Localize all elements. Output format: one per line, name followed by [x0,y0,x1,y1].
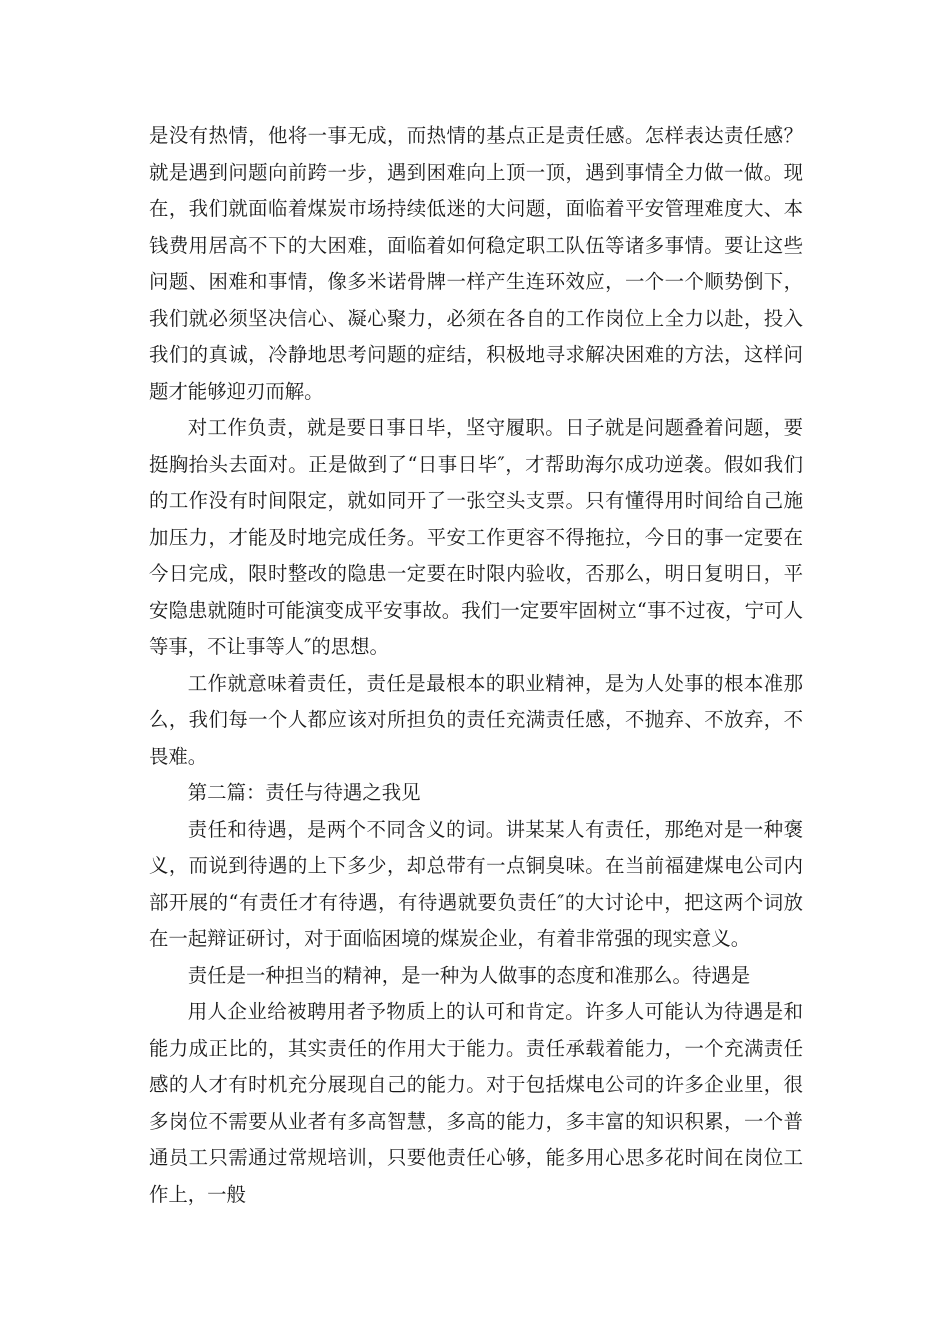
paragraph-5: 责任是一种担当的精神，是一种为人做事的态度和准那么。待遇是 [187,963,751,987]
paragraph-6: 用人企业给被聘用者予物质上的认可和肯定。许多人可能认为待遇是和能力成正比的，其实责任的作用大于能力。责任承载着能力，一个充满责任感的人才有时机充分展现自己的能力。对于包括煤电公司的许多企业里，很多岗位不需要从业者有多高智慧，多高的能力，多丰富的知识积累，一个普通员工只需通过常规培训，只要他责任心够，能多用心思多花时间在岗位工作上，一般 [149,1000,803,1206]
paragraph-4: 责任和待遇，是两个不同含义的词。讲某某人有责任，那绝对是一种褒义，而说到待遇的上下多少，却总带有一点铜臭味。在当前福建煤电公司内部开展的“有责任才有待遇，有待遇就要负责任″的大讨论中，把这两个词放在一起辩证研讨，对于面临困境的煤炭企业，有着非常强的现实意义。 [149,817,803,950]
section-heading: 第二篇：责任与待遇之我见 [187,781,421,804]
paragraph-3: 工作就意味着责任，责任是最根本的职业精神，是为人处事的根本准那么，我们每一个人都应该对所担负的责任充满责任感，不抛弃、不放弃，不畏难。 [149,671,803,768]
paragraph-2: 对工作负责，就是要日事日毕，坚守履职。日子就是问题叠着问题，要挺胸抬头去面对。正是做到了“日事日毕″，才帮助海尔成功逆袭。假如我们的工作没有时间限定，就如同开了一张空头支票。只有懂得用时间给自己施加压力，才能及时地完成任务。平安工作更容不得拖拉，今日的事一定要在今日完成，限时整改的隐患一定要在时限内验收，否那么，明日复明日，平安隐患就随时可能演变成平安事故。我们一定要牢固树立“事不过夜，宁可人等事，不让事等人″的思想。 [149,416,803,658]
paragraph-1: 是没有热情，他将一事无成，而热情的基点正是责任感。怎样表达责任感？就是遇到问题向前跨一步，遇到困难向上顶一顶，遇到事情全力做一做。现在，我们就面临着煤炭市场持续低迷的大问题，面临着平安管理难度大、本钱费用居高不下的大困难，面临着如何稳定职工队伍等诸多事情。要让这些问题、困难和事情，像多米诺骨牌一样产生连环效应，一个一个顺势倒下，我们就必须坚决信心、凝心聚力，必须在各自的工作岗位上全力以赴，投入我们的真诚，冷静地思考问题的症结，积极地寻求解决困难的方法，这样问题才能够迎刃而解。 [149,124,803,403]
document-page [149,118,803,1213]
